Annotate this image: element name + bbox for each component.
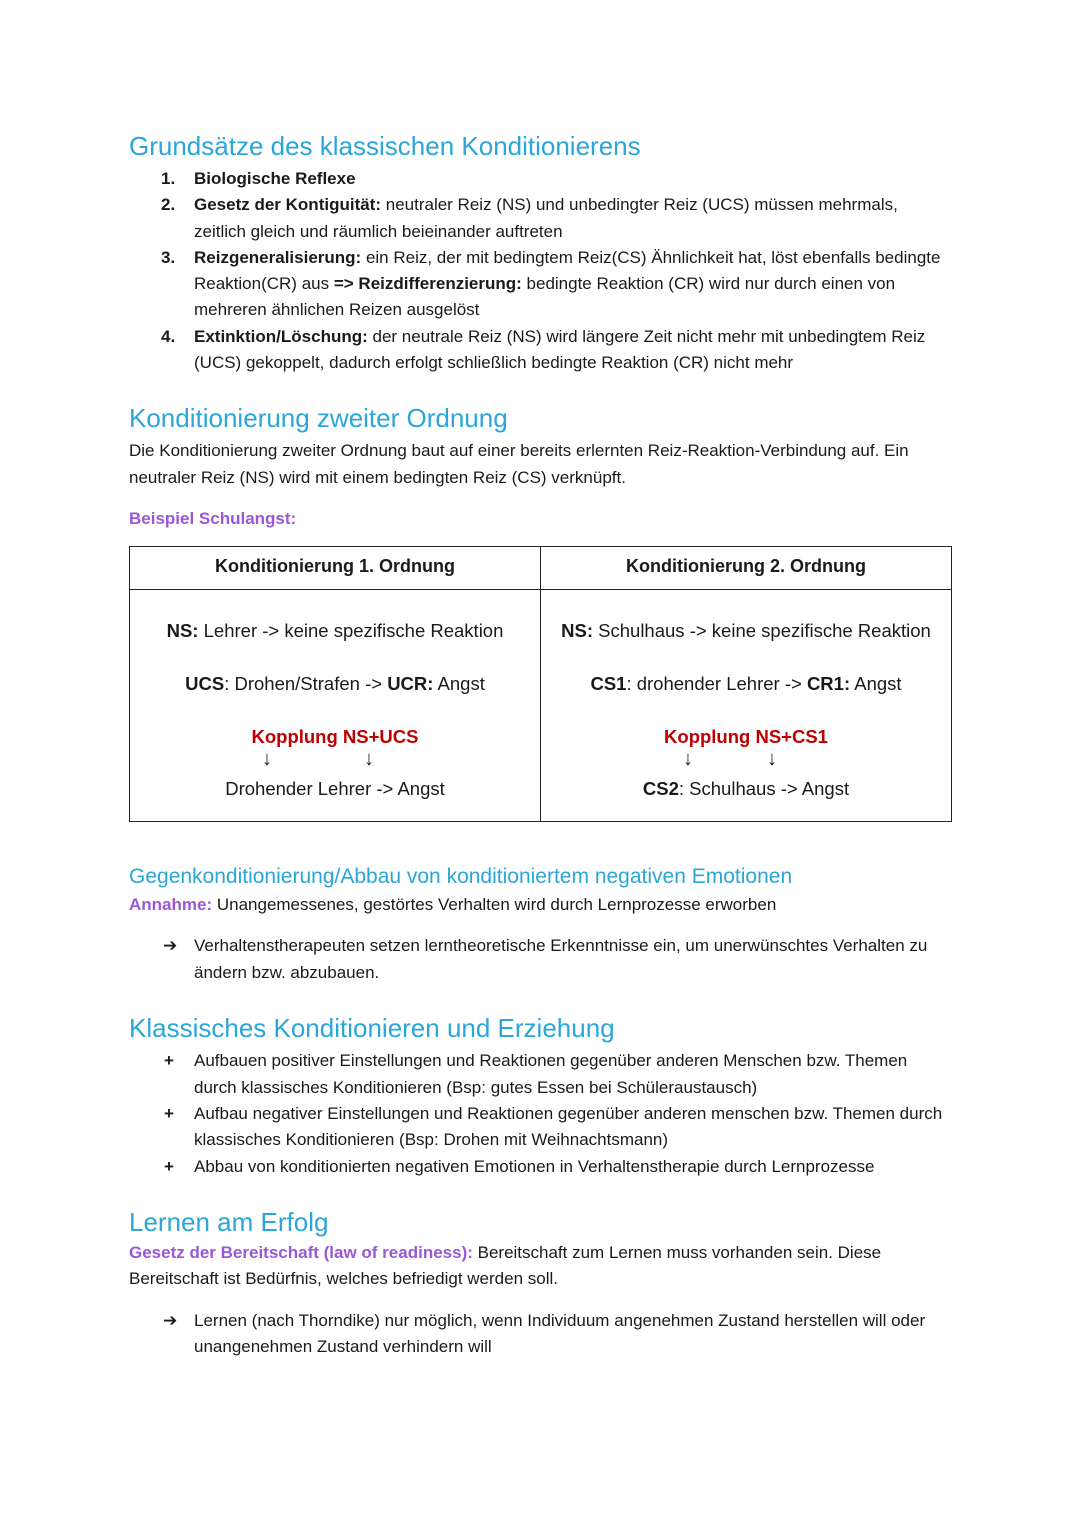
plus-icon: +: [164, 1103, 174, 1123]
heading-erziehung: Klassisches Konditionieren und Erziehung: [129, 1013, 615, 1044]
result-line: CS2: Schulhaus -> Angst: [642, 777, 850, 799]
conclusion-arrow-item: ➔ Verhaltenstherapeuten setzen lerntheoretische Erkenntnisse ein, um unerwünschtes Verhalten zu ändern bzw. abzubauen.: [129, 933, 951, 986]
table-header-second-order: Konditionierung 2. Ordnung: [541, 546, 952, 589]
plus-icon: +: [164, 1051, 174, 1071]
principles-list: [129, 166, 951, 376]
heading-grundsaetze: Grundsätze des klassischen Konditionierens: [129, 131, 641, 161]
list-item: + Abbau von konditionierten negativen Emotionen in Verhaltenstherapie durch Lernprozesse: [129, 1154, 951, 1180]
right-arrow-icon: ➔: [163, 1310, 178, 1330]
down-arrow-icon: ↓: [364, 747, 374, 770]
example-label: Beispiel Schulangst:: [129, 509, 297, 529]
erziehung-list: [129, 1048, 951, 1179]
comparison-table: [129, 546, 952, 822]
heading-zweite-ordnung: Konditionierung zweiter Ordnung: [129, 403, 508, 434]
annahme-paragraph: Annahme: Unangemessenes, gestörtes Verhalten wird durch Lernprozesse erworben: [129, 894, 777, 914]
ns-line: NS: Lehrer -> keine spezifische Reaktion: [166, 619, 504, 641]
plus-icon: +: [164, 1156, 174, 1176]
table-header-first-order: Konditionierung 1. Ordnung: [130, 546, 541, 589]
thorndike-arrow-item: ➔ Lernen (nach Thorndike) nur möglich, wenn Individuum angenehmen Zustand herstellen will oder unangenehmen Zustand verhindern will: [129, 1308, 951, 1361]
document-page: [129, 128, 951, 1361]
down-arrow-icon: ↓: [262, 747, 272, 770]
ns-line: NS: Schulhaus -> keine spezifische Reaktion: [561, 619, 931, 641]
list-item: + Aufbau negativer Einstellungen und Reaktionen gegenüber anderen menschen bzw. Themen durch klassisches Konditionieren (Bsp: Drohen mit Weihnachtsmann): [129, 1101, 951, 1154]
down-arrow-icon: ↓: [683, 747, 693, 770]
coupling-label: Kopplung NS+UCS: [251, 725, 419, 747]
right-arrow-icon: ➔: [163, 936, 178, 956]
list-item: + Aufbauen positiver Einstellungen und Reaktionen gegenüber anderen Menschen bzw. Themen durch klassisches Konditionieren (Bsp: gutes Essen bei Schüleraustausch): [129, 1048, 951, 1101]
table-cell-second-order: [541, 589, 952, 821]
coupling-arrows: [130, 747, 540, 776]
list-item: 1. Biologische Reflexe: [161, 169, 356, 188]
cs1-line: CS1: drohender Lehrer -> CR1: Angst: [590, 672, 902, 694]
list-item: 4. Extinktion/Löschung: der neutrale Reiz (NS) wird längere Zeit nicht mehr mit unbedingtem Reiz (UCS) gekoppelt, dadurch erfolgt schließlich bedingte Reaktion (CR) nicht mehr: [161, 326, 926, 373]
paragraph-zweite-ordnung: Die Konditionierung zweiter Ordnung baut auf einer bereits erlernten Reiz-Reaktion-Verbindung auf. Ein neutraler Reiz (NS) wird mit einem bedingten Reiz (CS) verknüpft.: [129, 441, 909, 487]
coupling-arrows: [541, 747, 951, 776]
heading-lernen-am-erfolg: Lernen am Erfolg: [129, 1206, 329, 1237]
result-line: Drohender Lehrer -> Angst: [225, 777, 445, 799]
list-item: 3. Reizgeneralisierung: ein Reiz, der mit bedingtem Reiz(CS) Ähnlichkeit hat, löst ebenfalls bedingte Reaktion(CR) aus => Reizdifferenzierung: bedingte Reaktion (CR) wird nur durch einen von mehreren ähnlichen Reizen ausgelöst: [161, 247, 941, 320]
down-arrow-icon: ↓: [767, 747, 777, 770]
list-item: 2. Gesetz der Kontiguität: neutraler Reiz (NS) und unbedingter Reiz (UCS) müssen mehrmals, zeitlich gleich und räumlich beieinander auftreten: [161, 195, 898, 241]
table-cell-first-order: [130, 589, 541, 821]
heading-gegenkonditionierung: Gegenkonditionierung/Abbau von konditioniertem negativen Emotionen: [129, 864, 793, 888]
coupling-label: Kopplung NS+CS1: [664, 725, 828, 747]
readiness-paragraph: Gesetz der Bereitschaft (law of readiness): Bereitschaft zum Lernen muss vorhanden sein. Diese Bereitschaft ist Bedürfnis, welches befriedigt werden soll.: [129, 1242, 882, 1289]
ucs-line: UCS: Drohen/Strafen -> UCR: Angst: [185, 672, 485, 694]
